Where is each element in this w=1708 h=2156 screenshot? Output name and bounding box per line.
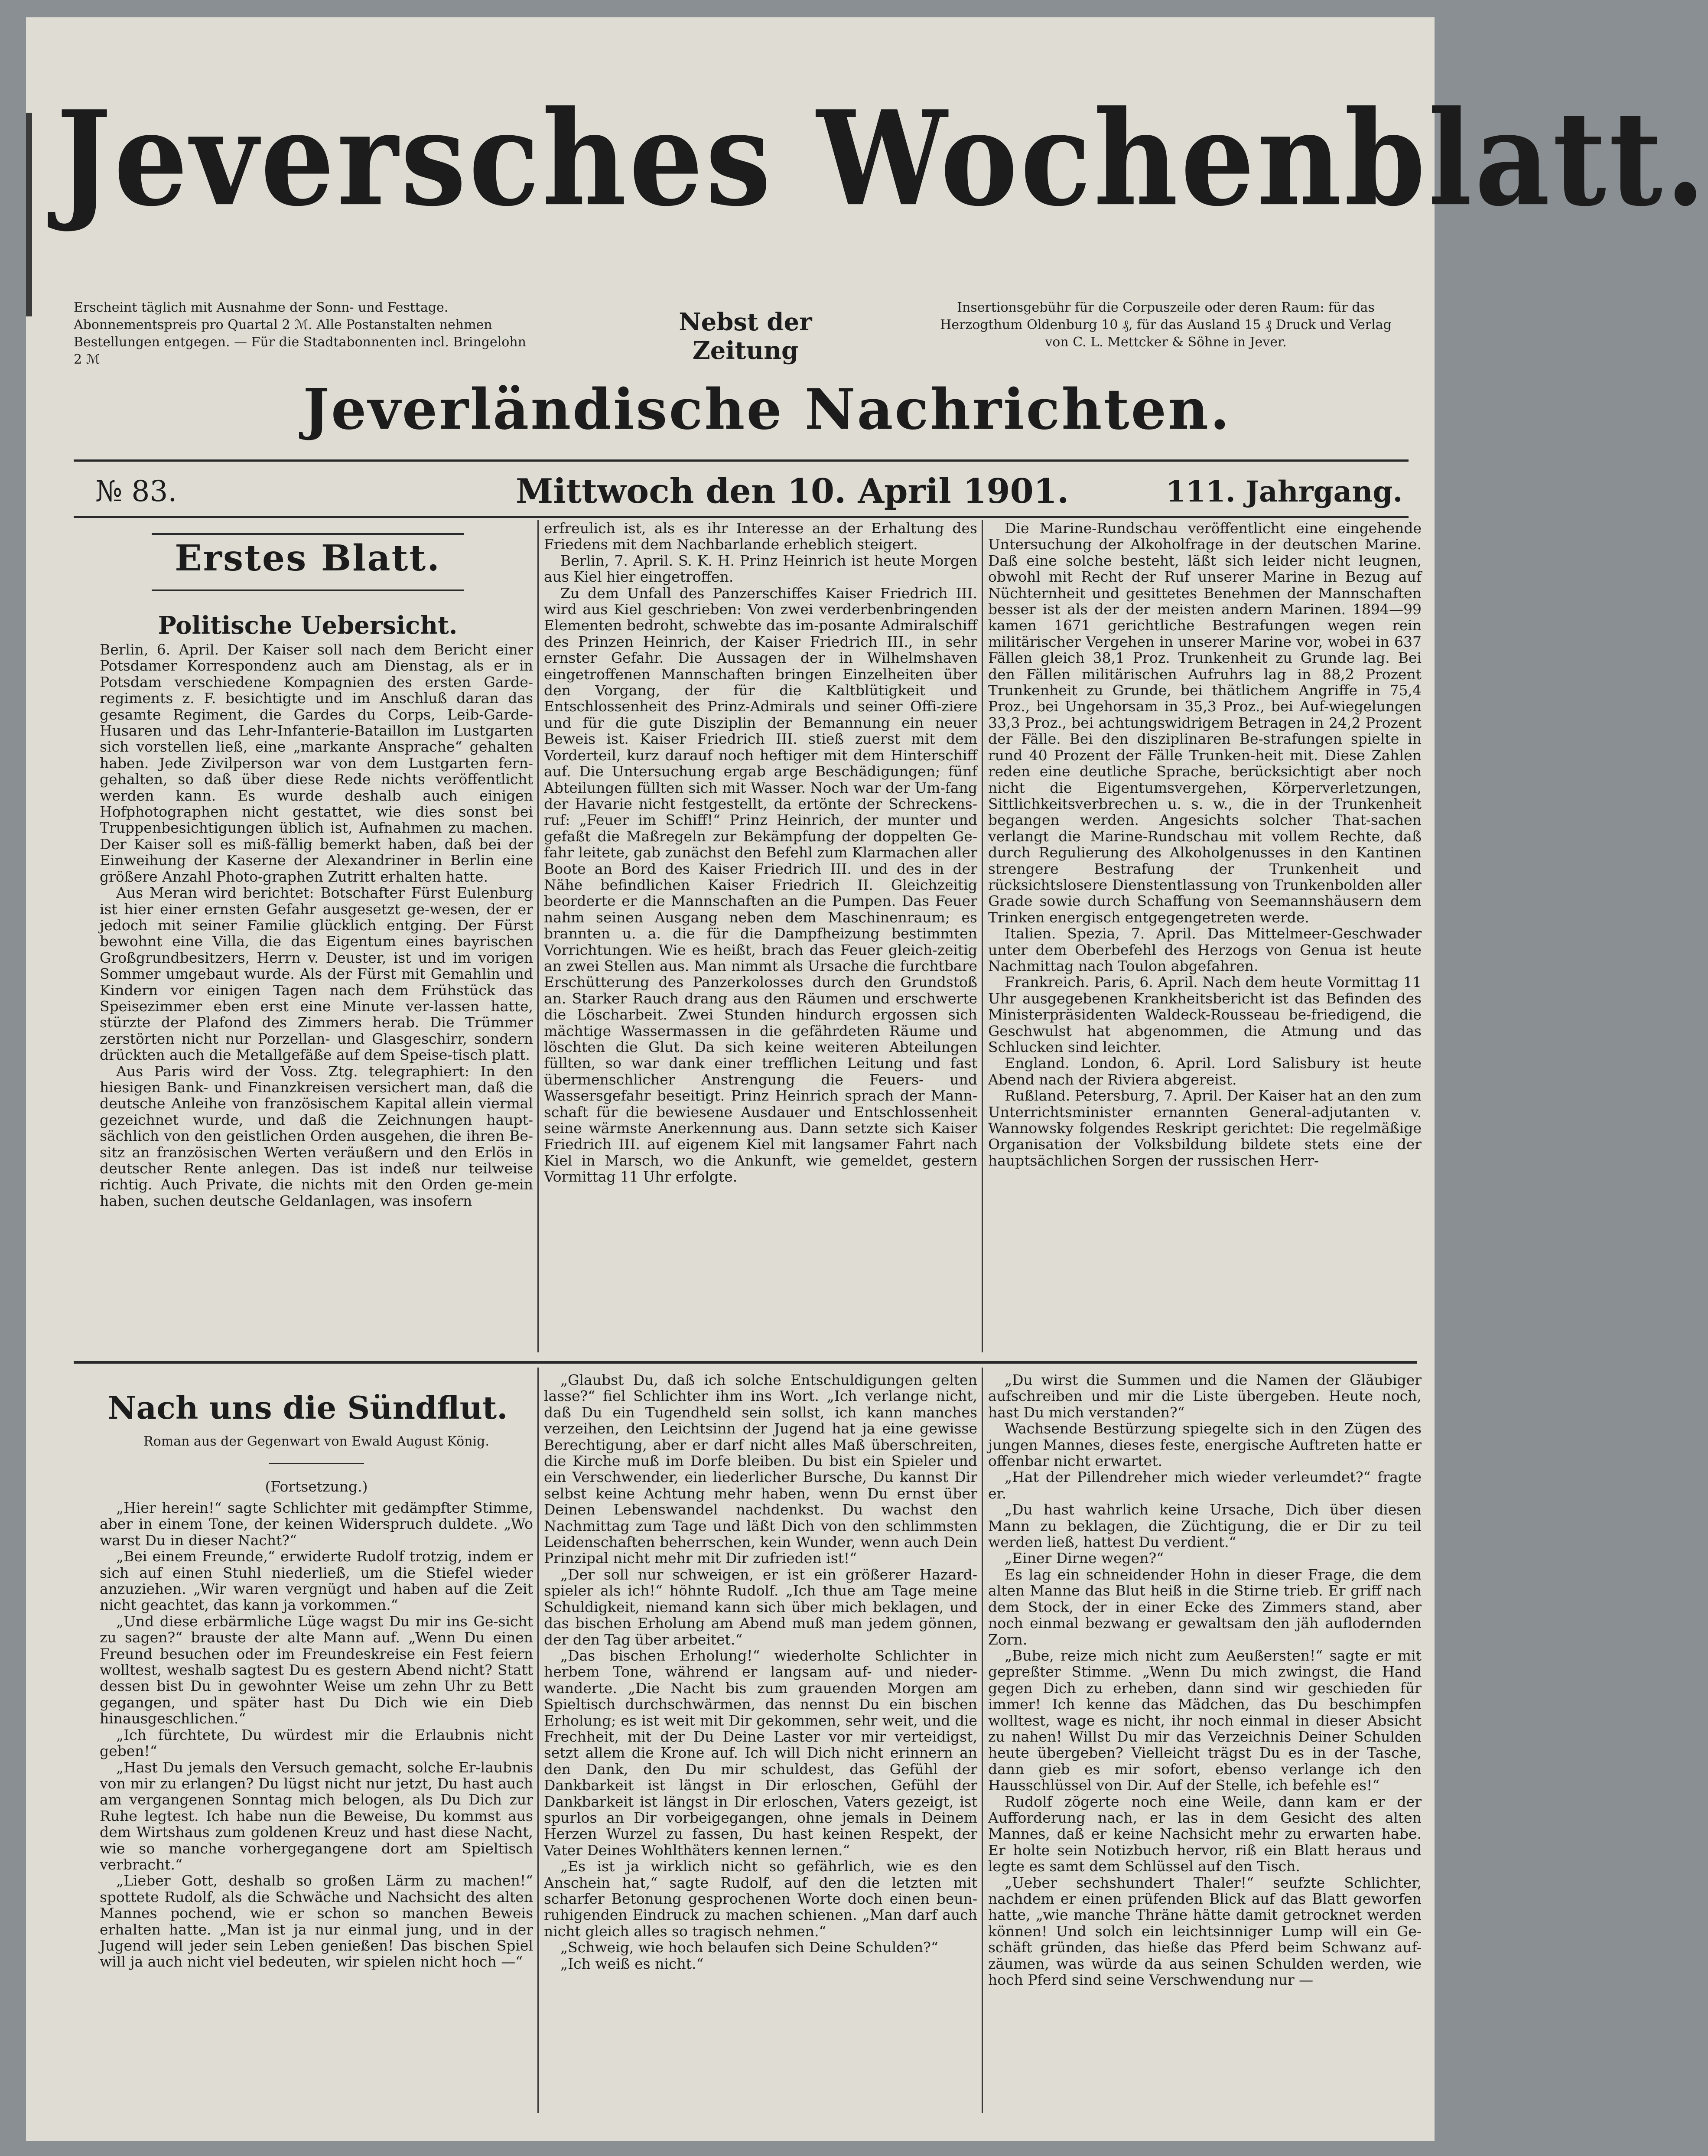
paragraph: „Hast Du jemals den Versuch gemacht, solche Er-laubnis von mir zu erlangen? Du lügst nicht nur jetzt, Du hast auch am vergangenen Sonntag mich belogen, als Du Dich zur Ruhe legtest. Ich habe nun die Beweise, Du kommst aus dem Wirtshaus zum goldenen Kreuz und hast diese Nacht, wie so manche vorhergegangene dort am Spieltisch verbracht.“ <box>100 1759 533 1873</box>
paragraph: Rudolf zögerte noch eine Weile, dann kam er der Aufforderung nach, er las in dem Gesicht des alten Mannes, daß er keine Nachsicht mehr zu erwarten habe. Er holte sein Notizbuch hervor, riß ein Blatt heraus und legte es samt dem Schlüssel auf den Tisch. <box>988 1793 1422 1875</box>
novel-title-rule <box>269 1463 364 1464</box>
newspaper-page <box>26 17 1708 2141</box>
novel-column-3 <box>988 1372 1422 2117</box>
paragraph: „Ich fürchtete, Du würdest mir die Erlaubnis nicht geben!“ <box>100 1726 533 1760</box>
paragraph: „Und diese erbärmliche Lüge wagst Du mir ins Ge-sicht zu sagen?“ brauste der alte Mann auf. „Wenn Du einen Freund besuchen oder im Freundeskreise ein Fest feiern wolltest, weshalb sagtest Du es gestern Abend nicht? Statt dessen bist Du in gewohnter Weise um zehn Uhr zu Bett gegangen, und später hast Du Dich wie ein Dieb hinausgeschlichen.“ <box>100 1612 533 1727</box>
novel-column-2 <box>544 1372 977 2117</box>
paragraph: Wachsende Bestürzung spiegelte sich in den Zügen des jungen Mannes, dieses feste, energische Auftreten hatte er offenbar nicht erwartet. <box>988 1420 1422 1470</box>
feuilleton-rule <box>74 1361 1417 1364</box>
paragraph: Die Marine-Rundschau veröffentlicht eine eingehende Untersuchung der Alkoholfrage in der deutschen Marine. Daß eine solche besteht, läßt sich leider nicht leugnen, obwohl mit Recht der Ruf unserer Marine in Bezug auf Nüchternheit und gesittetes Benehmen der Mannschaften besser ist als der der meisten andern Marinen. 1894—99 kamen 1671 gerichtliche Bestrafungen wegen rein militärischer Vergehen in unserer Marine vor, wobei in 637 Fällen gleich 38,1 Proz. Trunkenheit zu Grunde lag. Bei den Fällen militärischen Aufruhrs lag in 88,2 Prozent Trunkenheit zu Grunde, bei thätlichem Angriffe in 75,4 Proz., bei Ungehorsam in 35,3 Proz., bei Auf-wiegelungen 33,3 Proz., bei achtungswidrigem Betragen in 24,2 Prozent der Fälle. Bei den disziplinaren Be-strafungen spielte in rund 40 Prozent der Fälle Trunken-heit mit. Diese Zahlen reden eine deutliche Sprache, berücksichtigt aber noch nicht die Eigentumsvergehen, Körperverletzungen, Sittlichkeitsverbrechen u. s. w., die in der Trunkenheit begangen werden. Angesichts solcher That-sachen verlangt die Marine-Rundschau mit vollem Rechte, daß durch Regulierung des Alkoholgenusses in den Kantinen strengere Bestrafung der Trunkenheit und rücksichtslosere Dienstentlassung von Trunkenbolden aller Grade sowie durch Schaffung von Seemannshäusern dem Trinken energisch entgegengetreten werde. <box>988 520 1422 926</box>
box-title: Erstes Blatt. <box>175 537 441 579</box>
paragraph: „Der soll nur schweigen, er ist ein größerer Hazard-spieler als ich!“ höhnte Rudolf. „Ich thue am Tage meine Schuldigkeit, niemand kann sich über mich beklagen, und das bischen Erholung am Abend muß man jedem gönnen, der den Tag über arbeitet.“ <box>544 1566 977 1648</box>
novel-subtitle: Roman aus der Gegenwart von Ewald August König. <box>143 1434 489 1449</box>
paragraph: „Glaubst Du, daß ich solche Entschuldigungen gelten lasse?“ fiel Schlichter ihm ins Wort. „Ich verlange nicht, daß Du ein Tugendheld sein sollst, ich kann manches verzeihen, den Leichtsinn der Jugend hat ja eine gewisse Berechtigung, aber er darf nicht alles Maß überschreiten, die Kirche muß im Dorfe bleiben. Du bist ein Spieler und ein Verschwender, ein liederlicher Bursche, Du kannst Dir selbst keine Achtung mehr haben, wenn Du ernst über Deinen Lebenswandel nachdenkst. Du wachst den Nachmittag zum Tage und läßt Dich von den schlimmsten Leidenschaften beherrschen, kein Wunder, wenn auch Dein Prinzipal nicht mehr mit Dir zufrieden ist!“ <box>544 1371 977 1567</box>
paragraph: „Bube, reize mich nicht zum Aeußersten!“ sagte er mit gepreßter Stimme. „Wenn Du mich zwingst, die Hand gegen Dich zu erheben, dann sind wir geschieden für immer! Ich kenne das Mädchen, das Du beschimpfen wolltest, wage es nicht, ihr noch einmal in dieser Absicht zu nahen! Willst Du mir das Verzeichnis Deiner Schulden heute übergeben? Vielleicht trägst Du es in der Tasche, dann gieb es mir sofort, ebenso verlange ich den Hausschlüssel von Dir. Auf der Stelle, ich befehle es!“ <box>988 1647 1422 1794</box>
column-divider <box>982 1368 983 2113</box>
column-divider <box>537 1368 539 2113</box>
subscription-info: Erscheint täglich mit Ausnahme der Sonn- und Festtage. Abonnementspreis pro Quartal 2 ℳ. Alle Postanstalten nehmen Bestellungen entgegen. — Für die Stadtabonnenten incl. Bringelohn 2 ℳ <box>74 300 526 367</box>
paragraph: „Ueber sechshundert Thaler!“ seufzte Schlichter, nachdem er einen prüfenden Blick auf das Blatt geworfen hatte, „wie manche Thräne hätte damit getrocknet werden können! Und solch ein leichtsinniger Lump will ein Ge-schäft gründen, das hieße das Pferd beim Schwanz auf-zäumen, was würde da aus seinen Schulden werden, wie hoch Pferd sind seine Verschwendung nur — <box>988 1874 1422 1989</box>
paragraph: Italien. Spezia, 7. April. Das Mittelmeer-Geschwader unter dem Oberbefehl des Herzogs von Genua ist heute Nachmittag nach Toulon abgefahren. <box>988 925 1422 974</box>
paragraph: „Hier herein!“ sagte Schlichter mit gedämpfter Stimme, aber in einem Tone, der keinen Widerspruch duldete. „Wo warst Du in dieser Nacht?“ <box>100 1499 533 1549</box>
box-border-top <box>152 533 464 535</box>
masthead-title: Jeversches Wochenblatt. <box>56 82 1708 235</box>
rule-top <box>74 459 1409 462</box>
paragraph: Es lag ein schneidender Hohn in dieser Frage, die dem alten Manne das Blut heiß in die Stirne trieb. Er griff nach dem Stock, der in einer Ecke des Zimmers stand, aber noch einmal bezwang er gewaltsam den jäh auflodernden Zorn. <box>988 1566 1422 1648</box>
masthead-subtitle: Jeverländische Nachrichten. <box>303 377 1231 442</box>
paragraph: Aus Meran wird berichtet: Botschafter Fürst Eulenburg ist hier einer ernsten Gefahr ausgesetzt ge-wesen, der er jedoch mit seiner Familie glücklich entging. Der Fürst bewohnt eine Villa, die das Eigentum eines bayrischen Großgrundbesitzers, Herrn v. Deuster, ist und im vorigen Sommer umgebaut wurde. Als der Fürst mit Gemahlin und Kindern vor einigen Tagen nach dem Frühstück das Speisezimmer eben erst eine Minute ver-lassen hatte, stürzte der Plafond des Zimmers herab. Die Trümmer zerstörten nicht nur Porzellan- und Glasgeschirr, sondern drückten auch die Metallgefäße auf dem Speise-tisch platt. <box>100 884 533 1064</box>
novel-title: Nach uns die Sündflut. <box>107 1389 508 1426</box>
rule-bottom <box>74 516 1409 518</box>
box-border-bottom <box>152 589 464 591</box>
paragraph: Rußland. Petersburg, 7. April. Der Kaiser hat an den zum Unterrichtsminister ernannten General-adjutanten v. Wannowsky folgendes Reskript gerichtet: Die regelmäßige Organisation der Volksbildung bildete stets eine der hauptsächlichen Sorgen der russischen Herr- <box>988 1087 1422 1169</box>
insertion-info: Insertionsgebühr für die Corpuszeile oder deren Raum: für das Herzogthum Oldenburg 10 ₰, für das Ausland 15 ₰ Druck und Verlag von C. L. Mettcker & Söhne in Jever. <box>940 300 1392 350</box>
paragraph: Berlin, 6. April. Der Kaiser soll nach dem Bericht einer Potsdamer Korrespondenz auch am Dienstag, als er in Potsdam verschiedene Kompagnien des ersten Garde-regiments z. F. besichtigte und im Anschluß daran das gesamte Regiment, die Gardes du Corps, Leib-Garde-Husaren und das Lehr-Infanterie-Bataillon im Lustgarten sich vorstellen ließ, eine „markante Ansprache“ gehalten haben. Jede Zivilperson war von dem Lustgarten fern-gehalten, so daß über diese Rede nichts veröffentlicht werden kann. Es wurde deshalb auch einigen Hofphotographen nicht gestattet, wie dies sonst bei Truppenbesichtigungen üblich ist, Aufnahmen zu machen. Der Kaiser soll es miß-fällig bemerkt haben, daß bei der Einweihung der Kaserne der Alexandriner in Berlin eine größere Anzahl Photo-graphen Zutritt erhalten hatte. <box>100 641 533 885</box>
novel-continuation: (Fortsetzung.) <box>265 1478 368 1495</box>
paragraph: „Es ist ja wirklich nicht so gefährlich, wie es den Anschein hat,“ sagte Rudolf, auf den die letzten mit scharfer Betonung gesprochenen Worte doch einen beun-ruhigenden Eindruck zu machen schienen. „Man darf auch nicht gleich alles so tragisch nehmen.“ <box>544 1858 977 1940</box>
edge-stamp <box>26 113 32 316</box>
paragraph: „Hat der Pillendreher mich wieder verleumdet?“ fragte er. <box>988 1469 1422 1502</box>
paragraph: „Schweig, wie hoch belaufen sich Deine Schulden?“ <box>560 1939 938 1956</box>
column-divider <box>537 520 539 1352</box>
issue-number: № 83. <box>95 475 177 508</box>
paragraph: „Du hast wahrlich keine Ursache, Dich über diesen Mann zu beklagen, die Züchtigung, die er Dir zu teil werden ließ, hattest Du verdient.“ <box>988 1501 1422 1551</box>
political-column-3 <box>988 520 1422 1352</box>
paragraph: „Einer Dirne wegen?“ <box>1005 1550 1164 1567</box>
political-column-2 <box>544 520 977 1352</box>
paragraph: Aus Paris wird der Voss. Ztg. telegraphiert: In den hiesigen Bank- und Finanzkreisen versichert man, daß die deutsche Anleihe von französischem Kapital allein viermal gezeichnet wurde, und daß die Zeichnungen haupt-sächlich von den geistlichen Orden ausgehen, die ihren Be-sitz an französischen Werten veräußern und den Erlös in deutscher Rente anlegen. Das ist indeß nur teilweise richtig. Auch Private, die nichts mit den Orden ge-mein haben, suchen deutsche Geldanlagen, was insofern <box>100 1062 533 1209</box>
paragraph: England. London, 6. April. Lord Salisbury ist heute Abend nach der Riviera abgereist. <box>988 1055 1422 1088</box>
paragraph: Frankreich. Paris, 6. April. Nach dem heute Vormittag 11 Uhr ausgegebenen Krankheitsbericht ist das Befinden des Ministerpräsidenten Waldeck-Rousseau be-friedigend, die Geschwulst hat abgenommen, die Atmung und das Schlucken sind leichter. <box>988 974 1422 1055</box>
novel-column-1 <box>100 1500 533 2115</box>
paragraph: Berlin, 7. April. S. K. H. Prinz Heinrich ist heute Morgen aus Kiel hier eingetroffen. <box>544 552 977 586</box>
political-column-1 <box>100 642 533 1352</box>
paragraph: „Bei einem Freunde,“ erwiderte Rudolf trotzig, indem er sich auf einen Stuhl niederließ, um die Stiefel wieder anzuziehen. „Wir waren vergnügt und haben auf die Zeit nicht geachtet, das kann ja vorkommen.“ <box>100 1548 533 1614</box>
paragraph: „Lieber Gott, deshalb so großen Lärm zu machen!“ spottete Rudolf, als die Schwäche und Nachsicht des alten Mannes pochend, wie er schon so manchen Beweis erhalten hatte. „Man ist ja nur einmal jung, und in der Jugend will jeder sein Leben genießen! Das bischen Spiel will ja auch nicht viel bedeuten, wir spielen nicht hoch —“ <box>100 1872 533 1970</box>
issue-year: 111. Jahrgang. <box>1166 475 1403 508</box>
section-title: Politische Uebersicht. <box>158 611 458 640</box>
paragraph: „Ich weiß es nicht.“ <box>560 1955 704 1972</box>
issue-date: Mittwoch den 10. April 1901. <box>516 472 1069 511</box>
paragraph: „Du wirst die Summen und die Namen der Gläubiger aufschreiben und mir die Liste übergeben. Heute noch, hast Du mich verstanden?“ <box>988 1371 1422 1421</box>
paragraph: Zu dem Unfall des Panzerschiffes Kaiser Friedrich III. wird aus Kiel geschrieben: Von zwei verderbenbringenden Elementen bedroht, schwebte das im-posante Admiralschiff des Prinzen Heinrich, der Kaiser Friedrich III., in sehr ernster Gefahr. Die Aussagen der in Wilhelmshaven eingetroffenen Mannschaften bringen Einzelheiten über den Vorgang, der für die Kaltblütigkeit und Entschlossenheit des Prinz-Admirals und seiner Offi-ziere und für die gute Disziplin der Bemannung ein neuer Beweis ist. Kaiser Friedrich III. stieß zuerst mit dem Vorderteil, kurz darauf noch heftiger mit dem Hinterschiff auf. Die Untersuchung ergab arge Beschädigungen; fünf Abteilungen füllten sich mit Wasser. Noch war der Um-fang der Havarie nicht festgestellt, da ertönte der Schreckens-ruf: „Feuer im Schiff!“ Prinz Heinrich, der munter und gefaßt die Maßregeln zur Bekämpfung der doppelten Ge-fahr leitete, gab zunächst den Befehl zum Klarmachen aller Boote an Bord des Kaiser Friedrich III. und des in der Nähe befindlichen Kaiser Friedrich II. Gleichzeitig beorderte er die Mannschaften an die Pumpen. Das Feuer nahm seinen Ausgang neben dem Maschinenraum; es brannten u. a. die für die Dampfheizung bestimmten Vorrichtungen. Wie es heißt, brach das Feuer gleich-zeitig an zwei Stellen aus. Man nimmt als Ursache die furchtbare Erschütterung des Panzerkolosses durch den Grundstoß an. Starker Rauch drang aus den Räumen und erschwerte die Löscharbeit. Zwei Stunden hindurch ergossen sich mächtige Wassermassen in die gefährdeten Räume und löschten die Glut. Da sich keine weiteren Abteilungen füllten, so war dank einer trefflichen Leitung und fast übermenschlicher Anstrengung die Feuers- und Wassersgefahr beseitigt. Prinz Heinrich sprach der Mann-schaft für die bewiesene Ausdauer und Entschlossenheit seine wärmste Anerkennung aus. Dann setzte sich Kaiser Friedrich III. auf eigenem Kiel mit langsamer Fahrt nach Kiel in Marsch, wo die Ankunft, wie gemeldet, gestern Vormittag 11 Uhr erfolgte. <box>544 584 977 1185</box>
paragraph: erfreulich ist, als es ihr Interesse an der Erhaltung des Friedens mit dem Nachbarlande erheblich steigert. <box>544 520 977 553</box>
column-divider <box>982 520 983 1352</box>
masthead-middle: Nebst der Zeitung <box>679 308 812 365</box>
paragraph: „Das bischen Erholung!“ wiederholte Schlichter in herbem Tone, während er langsam auf- und nieder-wanderte. „Die Nacht bis zum grauenden Morgen am Spieltisch durchschwärmen, das nennst Du ein bischen Erholung; es ist weit mit Dir gekommen, sehr weit, und die Frechheit, mit der Du Deine Laster vor mir verteidigst, setzt allem die Krone auf. Ich will Dich nicht erinnern an den Dank, den Du mir schuldest, das Gefühl der Dankbarkeit ist längst in Dir erloschen, Gefühl der Dankbarkeit ist längst in Dir erloschen, Vaters gezeigt, ist spurlos an Dir vorbeigegangen, ohne jemals in Deinem Herzen Wurzel zu fassen, Du hast keinen Respekt, der Vater Deines Wohlthäters kennen lernen.“ <box>544 1647 977 1859</box>
